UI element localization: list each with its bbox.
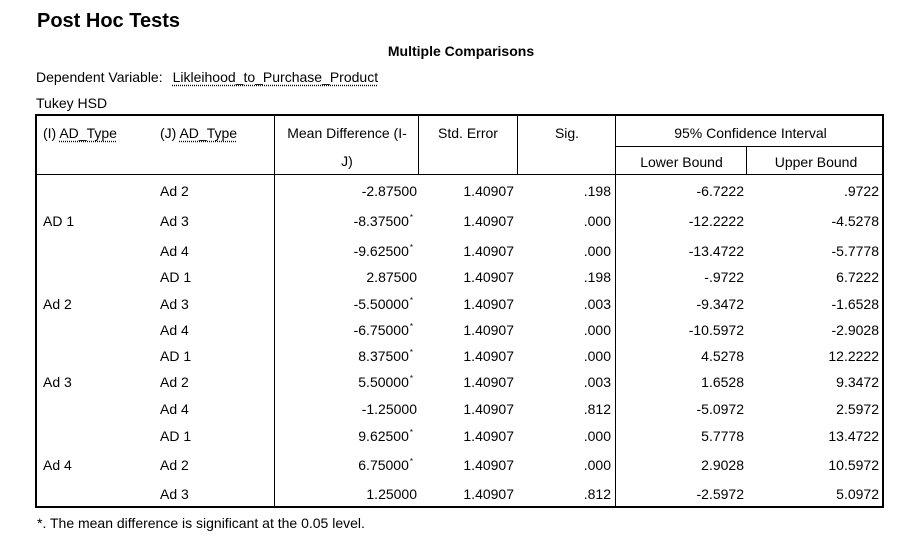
sig-cell: .198: [583, 183, 611, 199]
col-header-j-prefix: (J): [160, 125, 180, 141]
lower-bound-cell: -2.5972: [696, 486, 744, 502]
j-type-cell: Ad 2: [160, 374, 189, 390]
j-type-cell: AD 1: [160, 269, 192, 285]
j-type-cell: Ad 4: [160, 401, 189, 417]
j-type-cell: Ad 2: [160, 457, 189, 473]
mean-difference-value: 5.50000: [358, 374, 409, 390]
upper-bound-cell: -2.9028: [831, 322, 879, 338]
header-sep-se: [418, 116, 419, 174]
j-type-cell: Ad 4: [160, 322, 189, 338]
significance-marker: *: [409, 322, 413, 331]
sig-cell: .198: [583, 269, 611, 285]
dependent-variable-value: Likleihood_to_Purchase_Product: [172, 69, 379, 85]
col-header-lower-bound: Lower Bound: [640, 154, 723, 170]
header-sep-sig: [517, 116, 518, 174]
significance-marker: *: [409, 243, 413, 252]
col-header-j-name: AD_Type: [179, 125, 238, 141]
upper-bound-cell: -5.7778: [831, 243, 879, 259]
std-error-cell: 1.40907: [463, 296, 514, 312]
mean-difference-cell: [276, 269, 417, 285]
ci-subheader-divider: [615, 146, 884, 147]
std-error-cell: 1.40907: [463, 486, 514, 502]
significance-marker: *: [409, 213, 413, 222]
sig-cell: .812: [583, 401, 611, 417]
significance-marker: *: [409, 428, 413, 437]
group-label: Ad 4: [43, 457, 72, 473]
mean-difference-cell: [276, 296, 413, 312]
group-label: Ad 3: [43, 374, 72, 390]
sig-cell: .812: [583, 486, 611, 502]
sig-cell: .000: [583, 243, 611, 259]
significance-marker: *: [409, 296, 413, 305]
lower-bound-cell: -5.0972: [696, 401, 744, 417]
lower-bound-cell: 5.7778: [701, 428, 744, 444]
lower-bound-cell: -10.5972: [688, 322, 744, 338]
j-type-cell: Ad 3: [160, 296, 189, 312]
significance-marker: *: [409, 374, 413, 383]
header-divider: [35, 174, 884, 175]
mean-difference-cell: [276, 183, 417, 199]
std-error-cell: 1.40907: [463, 428, 514, 444]
table-title: Multiple Comparisons: [387, 43, 535, 59]
header-sep-ci-mid: [746, 146, 747, 174]
std-error-cell: 1.40907: [463, 374, 514, 390]
mean-difference-value: -8.37500: [353, 213, 409, 229]
std-error-cell: 1.40907: [463, 322, 514, 338]
lower-bound-cell: 2.9028: [701, 457, 744, 473]
j-type-cell: Ad 3: [160, 213, 189, 229]
mean-difference-value: -9.62500: [353, 243, 409, 259]
sig-cell: .000: [583, 322, 611, 338]
col-header-i-prefix: (I): [43, 125, 60, 141]
col-header-i-type: [43, 125, 117, 141]
mean-difference-cell: [276, 322, 413, 338]
mean-difference-cell: [276, 457, 413, 473]
mean-difference-value: 8.37500: [358, 348, 409, 364]
j-type-cell: Ad 4: [160, 243, 189, 259]
std-error-cell: 1.40907: [463, 183, 514, 199]
lower-bound-cell: 4.5278: [701, 348, 744, 364]
lower-bound-cell: -.9722: [704, 269, 744, 285]
col-header-j-type: [160, 125, 237, 141]
body-sep-stub: [274, 174, 275, 506]
sig-cell: .000: [583, 457, 611, 473]
std-error-cell: 1.40907: [463, 269, 514, 285]
col-header-ci: 95% Confidence Interval: [674, 125, 827, 141]
upper-bound-cell: -4.5278: [831, 213, 879, 229]
upper-bound-cell: 10.5972: [828, 457, 879, 473]
upper-bound-cell: 6.7222: [836, 269, 879, 285]
sig-cell: .000: [583, 428, 611, 444]
col-header-mean-diff-2: J): [341, 153, 353, 169]
body-sep-ci: [615, 174, 616, 506]
std-error-cell: 1.40907: [463, 243, 514, 259]
method-label: Tukey HSD: [36, 95, 108, 111]
dependent-variable-label: Dependent Variable:: [36, 69, 163, 85]
col-header-sig: Sig.: [554, 125, 580, 141]
mean-difference-value: -5.50000: [353, 296, 409, 312]
mean-difference-value: 6.75000: [358, 457, 409, 473]
j-type-cell: Ad 2: [160, 183, 189, 199]
mean-difference-value: -6.75000: [353, 322, 409, 338]
header-sep-ci: [615, 116, 616, 174]
mean-difference-cell: [276, 348, 413, 364]
j-type-cell: Ad 3: [160, 486, 189, 502]
mean-difference-cell: [276, 401, 417, 417]
significance-marker: *: [409, 457, 413, 466]
significance-marker: *: [409, 348, 413, 357]
lower-bound-cell: 1.6528: [701, 374, 744, 390]
multiple-comparisons-table: [35, 114, 884, 508]
upper-bound-cell: -1.6528: [831, 296, 879, 312]
sig-cell: .003: [583, 374, 611, 390]
mean-difference-cell: [276, 243, 413, 259]
col-header-i-name: AD_Type: [59, 125, 117, 141]
page-heading: Post Hoc Tests: [37, 10, 180, 32]
sig-cell: .000: [583, 213, 611, 229]
mean-difference-cell: [276, 374, 413, 390]
mean-difference-value: -2.87500: [361, 183, 417, 199]
upper-bound-cell: .9722: [843, 183, 879, 199]
upper-bound-cell: 13.4722: [828, 428, 879, 444]
lower-bound-cell: -6.7222: [696, 183, 744, 199]
col-header-std-error: Std. Error: [438, 125, 498, 141]
footnote: *. The mean difference is significant at the 0.05 level.: [37, 515, 365, 531]
mean-difference-value: -1.25000: [361, 401, 417, 417]
group-label: Ad 2: [43, 296, 72, 312]
upper-bound-cell: 12.2222: [828, 348, 879, 364]
mean-difference-value: 2.87500: [366, 269, 417, 285]
header-sep-mean: [274, 116, 275, 174]
upper-bound-cell: 9.3472: [836, 374, 879, 390]
upper-bound-cell: 2.5972: [836, 401, 879, 417]
std-error-cell: 1.40907: [463, 213, 514, 229]
j-type-cell: AD 1: [160, 348, 192, 364]
sig-cell: .003: [583, 296, 611, 312]
lower-bound-cell: -12.2222: [688, 213, 744, 229]
mean-difference-cell: [276, 428, 413, 444]
std-error-cell: 1.40907: [463, 457, 514, 473]
mean-difference-value: 9.62500: [358, 428, 409, 444]
col-header-upper-bound: Upper Bound: [774, 154, 858, 170]
std-error-cell: 1.40907: [463, 348, 514, 364]
mean-difference-value: 1.25000: [366, 486, 417, 502]
sig-cell: .000: [583, 348, 611, 364]
group-label: AD 1: [43, 213, 75, 229]
dependent-variable-line: [36, 69, 378, 85]
mean-difference-cell: [276, 486, 417, 502]
upper-bound-cell: 5.0972: [836, 486, 879, 502]
lower-bound-cell: -9.3472: [696, 296, 744, 312]
std-error-cell: 1.40907: [463, 401, 514, 417]
col-header-mean-diff-1: Mean Difference (I-: [287, 125, 407, 141]
lower-bound-cell: -13.4722: [688, 243, 744, 259]
j-type-cell: AD 1: [160, 428, 192, 444]
mean-difference-cell: [276, 213, 413, 229]
